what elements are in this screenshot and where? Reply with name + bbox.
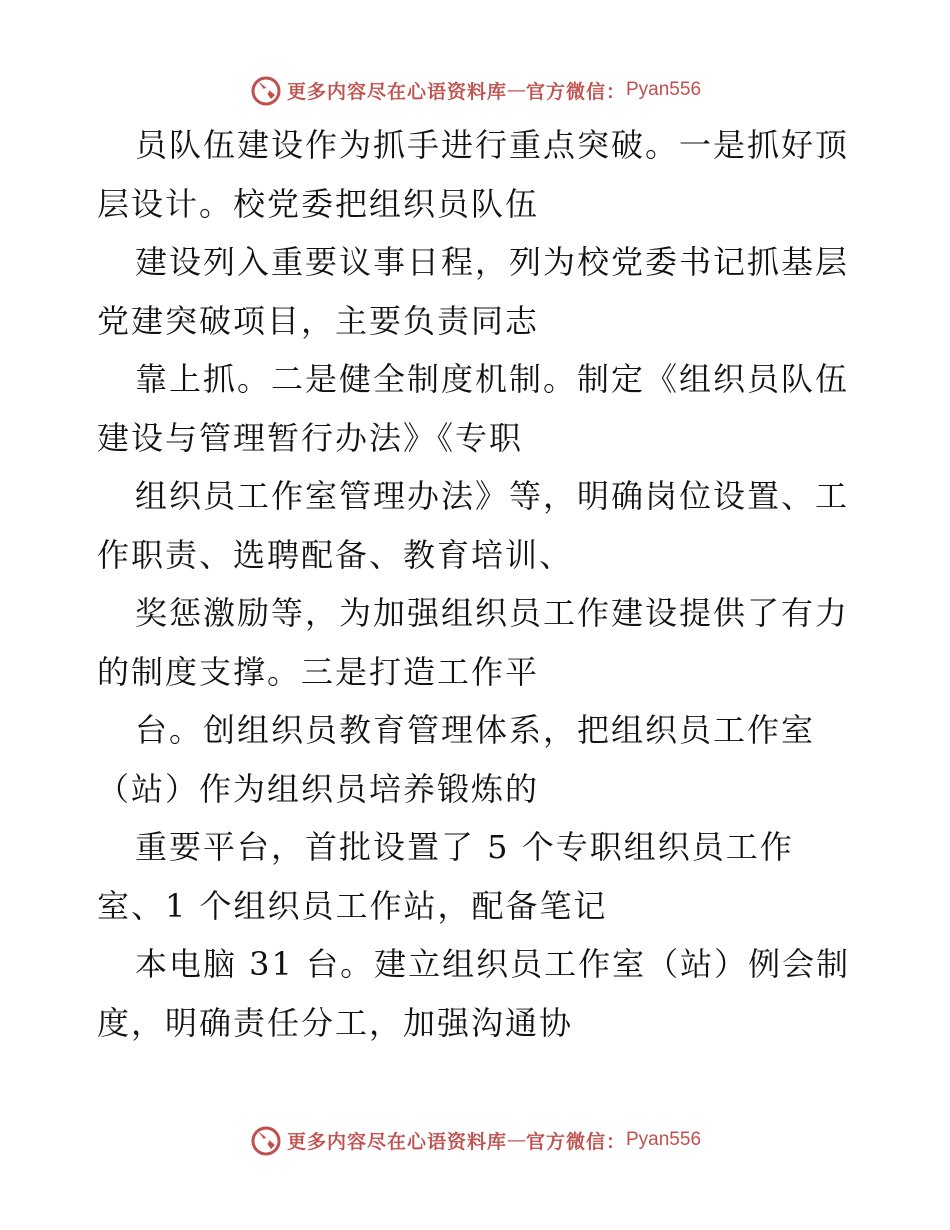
text-line: 重要平台，首批设置了 5 个专职组织员工作 [135,828,794,866]
watermark-wechat-label: 官方微信： [525,1130,626,1153]
text-line: 靠上抓。二是健全制度机制。制定《组织员队伍 [135,360,850,398]
paragraph-6 [97,701,857,818]
text-line: 员队伍建设作为抓手进行重点突破。一是抓好顶 [135,126,850,164]
text-line: 台。创组织员教育管理体系，把组织员工作室 [135,711,816,749]
text-line: 的制度支撑。三是打造工作平 [97,652,540,691]
text-line: 层设计。校党委把组织员队伍 [97,184,540,223]
text-line: 组织员工作室管理办法》等，明确岗位设置、工 [135,477,850,515]
paragraph-1 [97,116,857,233]
watermark-wechat-label: 官方微信： [525,80,626,103]
paragraph-2 [97,233,857,350]
paragraph-3 [97,350,857,467]
paragraph-5 [97,584,857,701]
footer-watermark [0,1120,950,1160]
paragraph-7 [97,818,857,935]
pen-logo-icon [249,1123,283,1157]
text-line: 建设与管理暂行办法》《专职 [97,418,524,457]
text-line: 党建突破项目，主要负责同志 [97,301,540,340]
text-line: 本电脑 31 台。建立组织员工作室（站）例会制 [135,945,851,983]
watermark-wechat-id: Pyan556 [626,1129,702,1150]
text-line: 奖惩激励等，为加强组织员工作建设提供了有力 [135,594,850,632]
text-line: 建设列入重要议事日程，列为校党委书记抓基层 [135,243,850,281]
watermark-text: 更多内容尽在心语资料库 [286,80,507,103]
pen-logo-icon [249,73,283,107]
header-watermark [0,70,950,110]
text-line: （站）作为组织员培养锻炼的 [97,769,540,808]
watermark-text: 更多内容尽在心语资料库 [286,1130,507,1153]
paragraph-8 [97,935,857,1052]
watermark-dash: — [506,1129,526,1151]
text-line: 室、1 个组织员工作站，配备笔记 [97,886,608,925]
watermark-wechat-id: Pyan556 [626,79,702,100]
document-body [97,116,857,1052]
watermark-dash: — [506,79,526,101]
paragraph-4 [97,467,857,584]
text-line: 度，明确责任分工，加强沟通协 [97,1003,574,1042]
text-line: 作职责、选聘配备、教育培训、 [97,535,574,574]
